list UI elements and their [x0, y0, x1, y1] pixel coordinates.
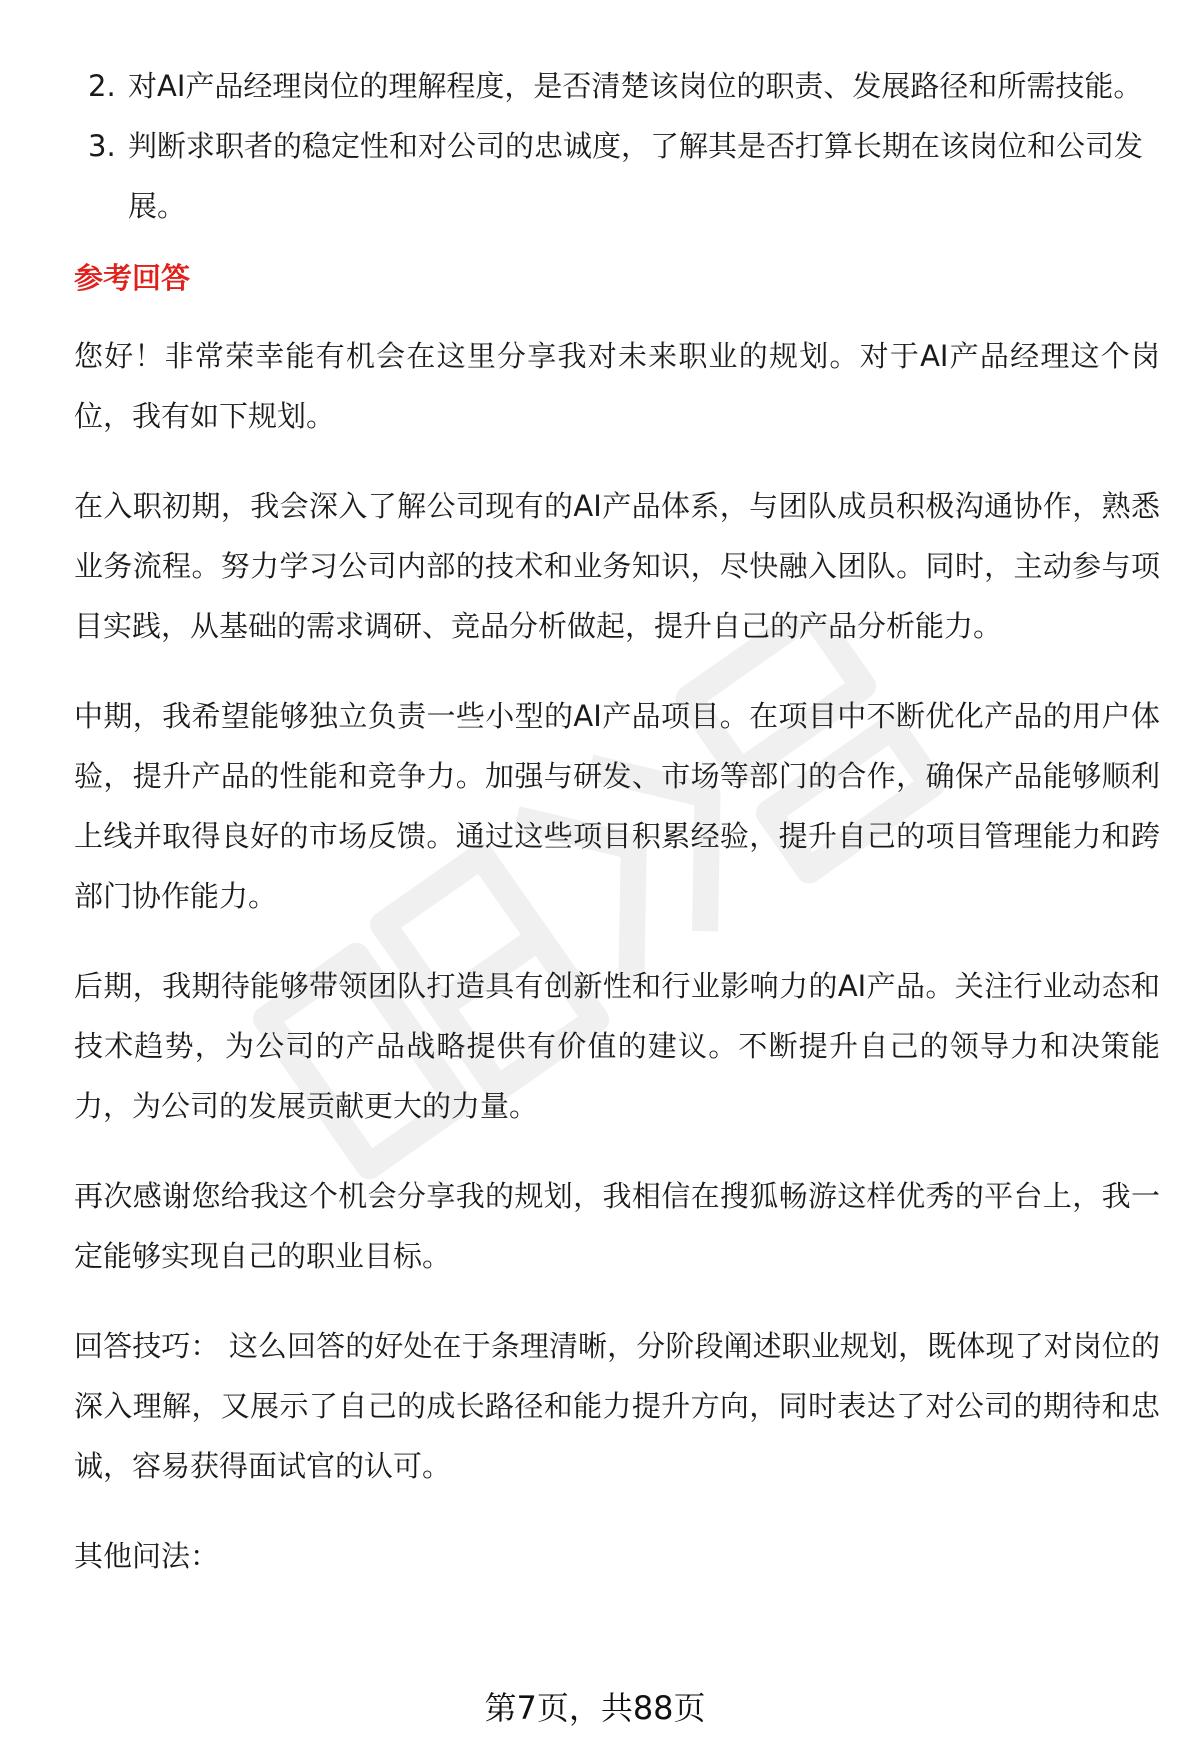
- paragraph-early-stage: 在入职初期，我会深入了解公司现有的AI产品体系，与团队成员积极沟通协作，熟悉业务流程。努力学习公司内部的技术和业务知识，尽快融入团队。同时，主动参与项目实践，从基础的需求调研、竞品分析做起，提升自己的产品分析能力。: [74, 489, 1160, 643]
- list-item: [74, 116, 1160, 236]
- list-item-number: 3.: [88, 129, 116, 163]
- paragraph-greeting: 您好！非常荣幸能有机会在这里分享我对未来职业的规划。对于AI产品经理这个岗位，我有如下规划。: [74, 339, 1160, 433]
- paragraph-late-stage: 后期，我期待能够带领团队打造具有创新性和行业影响力的AI产品。关注行业动态和技术趋势，为公司的产品战略提供有价值的建议。不断提升自己的领导力和决策能力，为公司的发展贡献更大的力量。: [74, 969, 1160, 1123]
- list-item-text: 对AI产品经理岗位的理解程度，是否清楚该岗位的职责、发展路径和所需技能。: [128, 69, 1143, 103]
- list-item-number: 2.: [88, 69, 116, 103]
- page-number-footer: 第7页，共88页: [484, 1689, 706, 1727]
- criteria-list: [74, 56, 1160, 236]
- list-item-text: 判断求职者的稳定性和对公司的忠诚度，了解其是否打算长期在该岗位和公司发展。: [128, 129, 1144, 223]
- paragraph-other-questions: 其他问法：: [74, 1539, 220, 1573]
- paragraph-closing: 再次感谢您给我这个机会分享我的规划，我相信在搜狐畅游这样优秀的平台上，我一定能够实现自己的职业目标。: [74, 1179, 1160, 1273]
- section-heading: 参考回答: [74, 261, 191, 295]
- paragraph-mid-stage: 中期，我希望能够独立负责一些小型的AI产品项目。在项目中不断优化产品的用户体验，提升产品的性能和竞争力。加强与研发、市场等部门的合作，确保产品能够顺利上线并取得良好的市场反馈。通过这些项目积累经验，提升自己的项目管理能力和跨部门协作能力。: [74, 699, 1160, 913]
- document-content: [74, 56, 1160, 1616]
- paragraph-answer-tips: 回答技巧： 这么回答的好处在于条理清晰，分阶段阐述职业规划，既体现了对岗位的深入理解，又展示了自己的成长路径和能力提升方向，同时表达了对公司的期待和忠诚，容易获得面试官的认可。: [74, 1329, 1160, 1483]
- list-item: [74, 56, 1160, 116]
